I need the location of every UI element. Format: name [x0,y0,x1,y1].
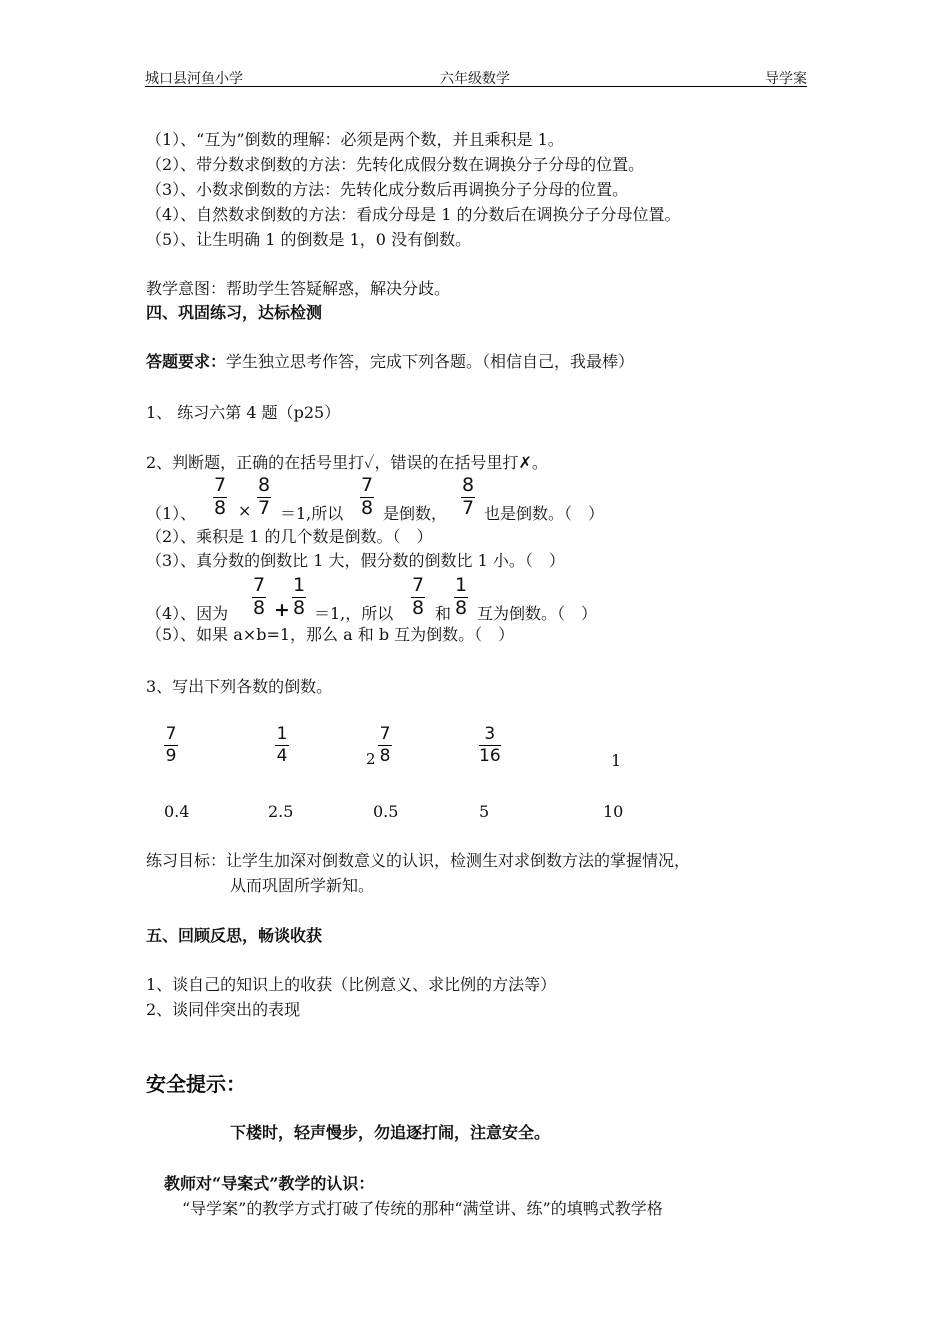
times-sign: × [238,501,252,520]
numerator: 8 [257,474,271,496]
fraction-1-8 [454,576,468,618]
fraction-8-7 [461,476,475,518]
safety-text: 下楼时，轻声慢步，勿追逐打闹，注意安全。 [230,1123,551,1142]
plus-sign: + [274,599,290,621]
teacher-note-title: 教师对“导案式”教学的认识： [164,1174,375,1193]
reciprocal-item-1: 1 [611,751,622,770]
fraction-7-8 [411,576,425,618]
denominator: 8 [292,597,306,619]
denominator: 8 [454,597,468,619]
teacher-note-text: “导学案”的教学方式打破了传统的那种“满堂讲、练”的填鸭式教学格 [182,1199,663,1218]
judge-item-1-mid: 是倒数， [383,504,448,523]
numerator: 7 [360,474,374,496]
intro-point-5: （5）、让生明确 1 的倒数是 1，0 没有倒数。 [146,230,472,249]
numerator: 7 [165,724,177,744]
mixed-whole-part: 2 [366,750,376,768]
section5-title: 五、回顾反思，畅谈收获 [146,926,323,945]
header-doc-type: 导学案 [765,71,807,87]
intro-point-2: （2）、带分数求倒数的方法：先转化成假分数在调换分子分母的位置。 [146,155,645,174]
reciprocal-item-2-7-8 [378,725,392,765]
intro-point-4: （4）、自然数求倒数的方法：看成分母是 1 的分数后在调换分子分母位置。 [146,205,681,224]
header-school: 城口县河鱼小学 [145,71,243,87]
fraction-8-7 [257,476,271,518]
denominator: 8 [252,597,266,619]
fraction-7-8 [360,476,374,518]
header-subject: 六年级数学 [440,71,510,87]
denominator: 4 [276,746,288,766]
reciprocal-item-0.5: 0.5 [373,802,399,821]
header-rule [145,86,807,87]
reciprocal-item-0.4: 0.4 [164,802,190,821]
requirement-label: 答题要求： [146,352,227,371]
fraction-1-8 [292,576,306,618]
fraction-7-8 [213,476,227,518]
denominator: 9 [165,746,177,766]
numerator: 7 [252,574,266,596]
numerator: 3 [484,724,496,744]
judge-item-1-prefix: （1）、 [146,504,197,523]
reciprocal-item-5: 5 [479,802,490,821]
judge-item-5: （5）、如果 a×b=1，那么 a 和 b 互为倒数。（ ） [146,625,515,644]
reciprocal-item-10: 10 [603,802,624,821]
question-1: 1、 练习六第 4 题（p25） [146,403,341,422]
denominator: 8 [213,497,227,519]
question-3: 3、写出下列各数的倒数。 [146,677,333,696]
numerator: 1 [454,574,468,596]
reciprocal-item-1-4 [275,725,289,765]
requirement-text: 学生独立思考作答，完成下列各题。（相信自己，我最棒） [226,352,635,371]
practice-goal-line-2: 从而巩固所学新知。 [230,876,375,895]
answer-requirement [146,352,634,372]
numerator: 8 [461,474,475,496]
denominator: 16 [479,746,501,766]
and-text: 和 [435,604,452,623]
question-2: 2、判断题，正确的在括号里打✓，错误的在括号里打✗。 [146,453,548,472]
teaching-intent: 教学意图：帮助学生答疑解惑，解决分歧。 [146,279,451,298]
reciprocal-item-3-16 [479,725,501,765]
judge-item-1-tail: 也是倒数。（ ） [484,504,605,523]
judge-item-2: （2）、乘积是 1 的几个数是倒数。（ ） [146,527,433,546]
denominator: 8 [379,746,391,766]
numerator: 7 [213,474,227,496]
numerator: 7 [379,724,391,744]
section4-title: 四、巩固练习，达标检测 [146,303,323,322]
judge-item-3: （3）、真分数的倒数比 1 大，假分数的倒数比 1 小。（ ） [146,551,565,570]
denominator: 7 [461,497,475,519]
reflection-item-1: 1、谈自己的知识上的收获（比例意义、求比例的方法等） [146,975,557,994]
numerator: 1 [292,574,306,596]
equals-text: ＝1,，所以 [314,604,394,623]
reflection-item-2: 2、谈同伴突出的表现 [146,1000,301,1019]
intro-point-1: （1）、“互为”倒数的理解：必须是两个数，并且乘积是 1。 [146,130,564,149]
judge-item-4-prefix: （4）、因为 [146,604,229,623]
denominator: 8 [360,497,374,519]
reciprocal-item-7-9 [164,725,178,765]
equals-text: ＝1,所以 [280,504,344,523]
numerator: 1 [276,724,288,744]
intro-point-3: （3）、小数求倒数的方法：先转化成分数后再调换分子分母的位置。 [146,180,629,199]
numerator: 7 [411,574,425,596]
denominator: 7 [257,497,271,519]
safety-title: 安全提示： [146,1072,246,1096]
practice-goal-line-1: 练习目标：让学生加深对倒数意义的认识，检测生对求倒数方法的掌握情况， [146,851,691,870]
denominator: 8 [411,597,425,619]
reciprocal-item-2.5: 2.5 [268,802,294,821]
judge-item-4-tail: 互为倒数。（ ） [477,604,598,623]
fraction-7-8 [252,576,266,618]
